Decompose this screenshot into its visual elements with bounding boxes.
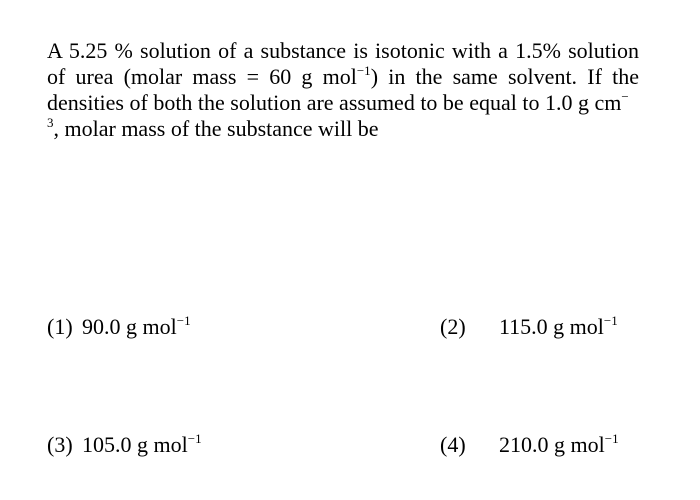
- question-line-4-exponent: 3: [47, 114, 54, 130]
- option-1-value: 90.0 g mol$^{-1}$: [82, 312, 191, 339]
- option-2-value: 115.0 g mol$^{-1}$: [499, 312, 618, 339]
- question-line-1: A 5.25 % solution of a substance is isotonic with a 1.5% solution: [47, 38, 639, 63]
- option-3-number: (3): [47, 432, 73, 457]
- option-4-number: (4): [440, 432, 466, 457]
- option-4-exponent: −1: [604, 430, 619, 446]
- question-line-3-text: densities of both the solution are assumed to be equal to 1.0 g cm: [47, 90, 622, 115]
- question-line-4: [47, 116, 639, 142]
- option-1[interactable]: [47, 314, 191, 340]
- option-4-value: 210.0 g mol$^{-1}$: [499, 430, 619, 457]
- option-3[interactable]: [47, 432, 202, 458]
- question-line-3: [47, 90, 639, 116]
- question-line-4-text: , molar mass of the substance will be: [53, 116, 379, 141]
- question-line-2: [47, 64, 639, 90]
- question-line-2-exponent: −1: [356, 62, 371, 78]
- option-2[interactable]: [440, 314, 618, 340]
- question-text: [47, 38, 639, 142]
- option-2-number: (2): [440, 314, 466, 339]
- option-3-exponent: −1: [187, 430, 202, 446]
- option-1-number: (1): [47, 314, 73, 339]
- option-3-value: 105.0 g mol$^{-1}$: [82, 430, 202, 457]
- question-line-2-end: ) in the same solvent. If the: [370, 64, 639, 89]
- question-line-3-exponent: −: [621, 88, 629, 104]
- option-1-exponent: −1: [176, 312, 191, 328]
- question-line-2-start: of urea (molar mass = 60 g mol: [47, 64, 357, 89]
- option-2-exponent: −1: [603, 312, 618, 328]
- option-4[interactable]: [440, 432, 619, 458]
